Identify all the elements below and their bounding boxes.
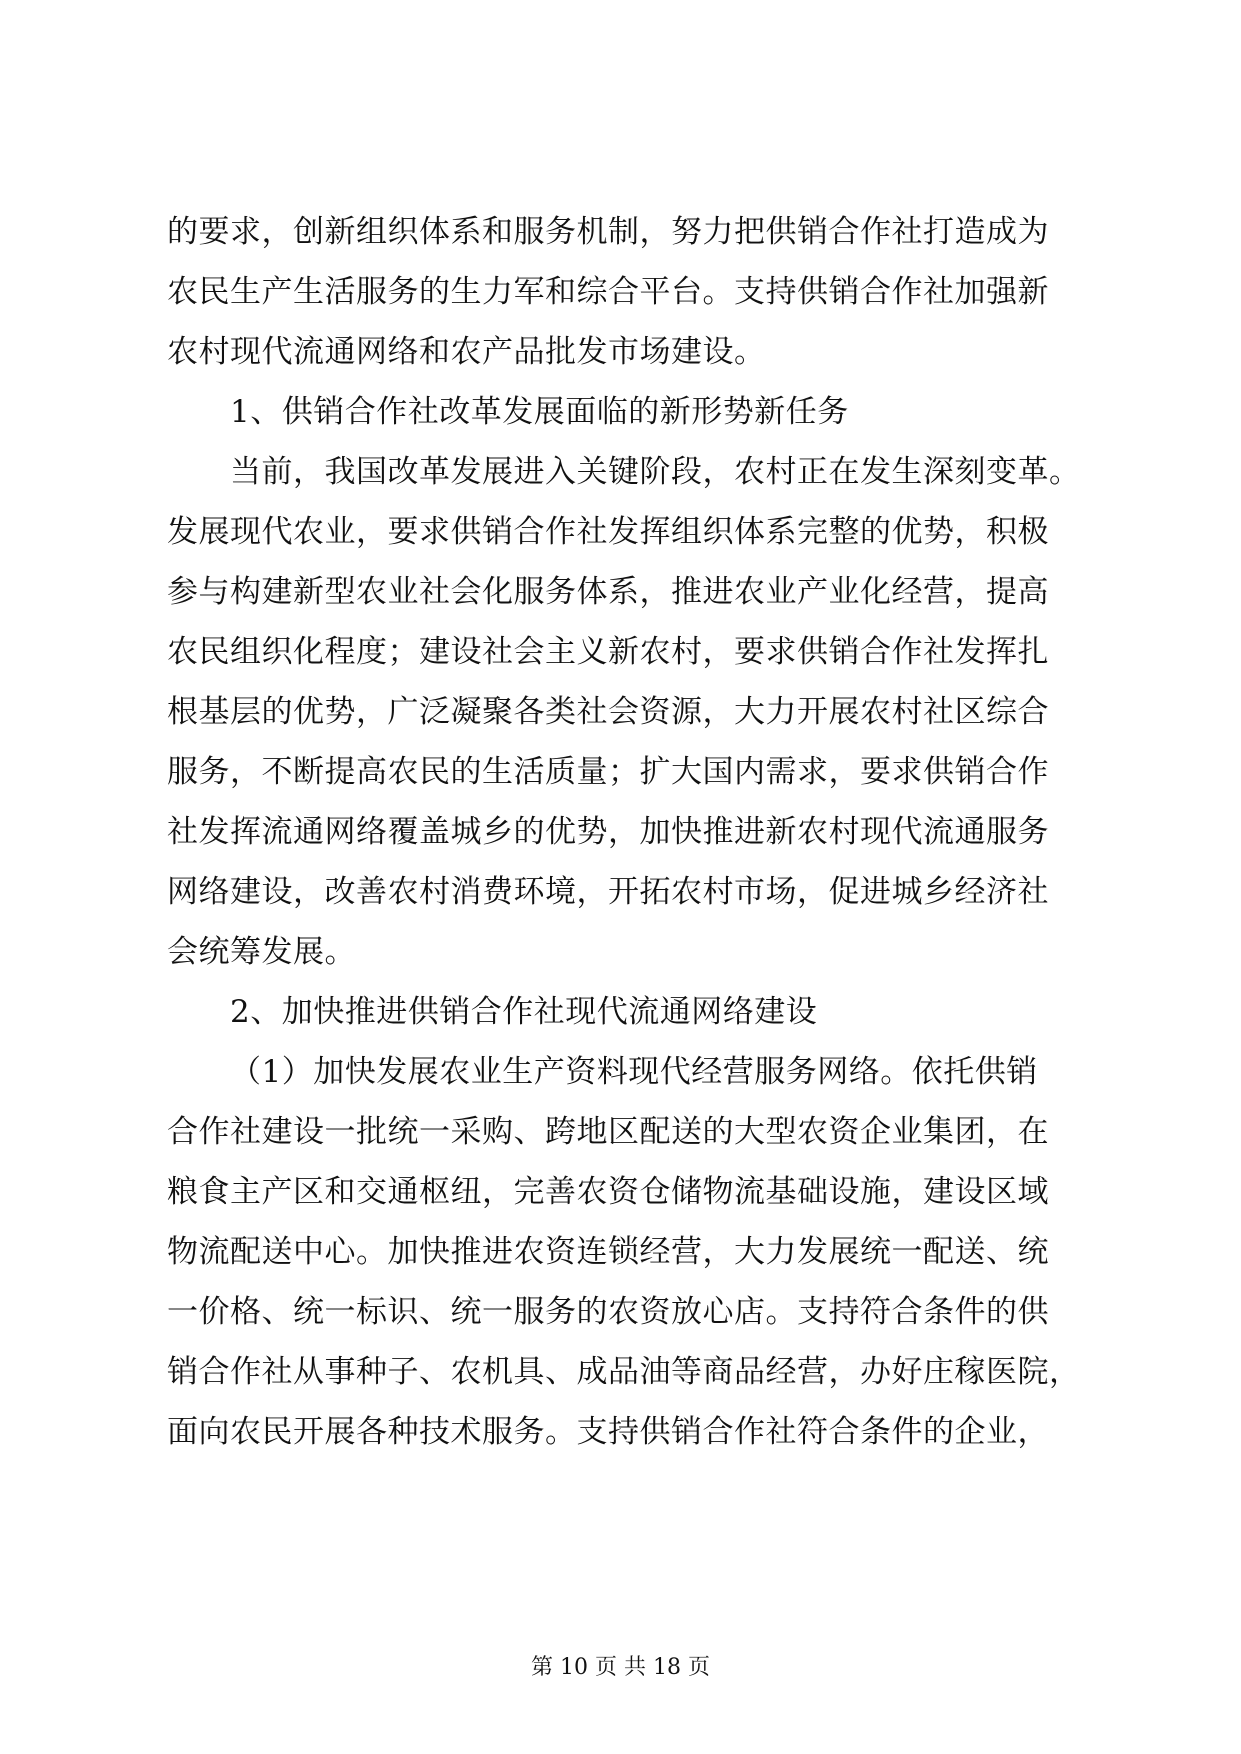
text-line: 的要求，创新组织体系和服务机制，努力把供销合作社打造成为 xyxy=(167,214,1049,250)
text-line: （1）加快发展农业生产资料现代经营服务网络。依托供销 xyxy=(230,1054,1038,1090)
text-line: 社发挥流通网络覆盖城乡的优势，加快推进新农村现代流通服务 xyxy=(167,814,1049,850)
page-footer: 第 10 页 共 18 页 xyxy=(531,1655,710,1680)
text-line: 销合作社从事种子、农机具、成品油等商品经营，办好庄稼医院， xyxy=(167,1354,1081,1390)
text-line: 物流配送中心。加快推进农资连锁经营，大力发展统一配送、统 xyxy=(167,1234,1049,1270)
text-line: 面向农民开展各种技术服务。支持供销合作社符合条件的企业， xyxy=(167,1414,1049,1450)
section-heading: 1、供销合作社改革发展面临的新形势新任务 xyxy=(230,394,849,430)
text-line: 会统筹发展。 xyxy=(167,934,356,970)
text-line: 农民组织化程度；建设社会主义新农村，要求供销合作社发挥扎 xyxy=(167,634,1049,670)
text-line: 根基层的优势，广泛凝聚各类社会资源，大力开展农村社区综合 xyxy=(167,694,1049,730)
text-line: 当前，我国改革发展进入关键阶段，农村正在发生深刻变革。 xyxy=(230,454,1081,490)
text-line: 农民生产生活服务的生力军和综合平台。支持供销合作社加强新 xyxy=(167,274,1049,310)
text-line: 网络建设，改善农村消费环境，开拓农村市场，促进城乡经济社 xyxy=(167,874,1049,910)
text-line: 发展现代农业，要求供销合作社发挥组织体系完整的优势，积极 xyxy=(167,514,1049,550)
text-line: 农村现代流通网络和农产品批发市场建设。 xyxy=(167,334,766,370)
text-line: 服务，不断提高农民的生活质量；扩大国内需求，要求供销合作 xyxy=(167,754,1049,790)
section-heading: 2、加快推进供销合作社现代流通网络建设 xyxy=(230,994,818,1030)
text-line: 粮食主产区和交通枢纽，完善农资仓储物流基础设施，建设区域 xyxy=(167,1174,1049,1210)
text-line: 参与构建新型农业社会化服务体系，推进农业产业化经营，提高 xyxy=(167,574,1049,610)
text-line: 一价格、统一标识、统一服务的农资放心店。支持符合条件的供 xyxy=(167,1294,1049,1330)
text-line: 合作社建设一批统一采购、跨地区配送的大型农资企业集团，在 xyxy=(167,1114,1049,1150)
